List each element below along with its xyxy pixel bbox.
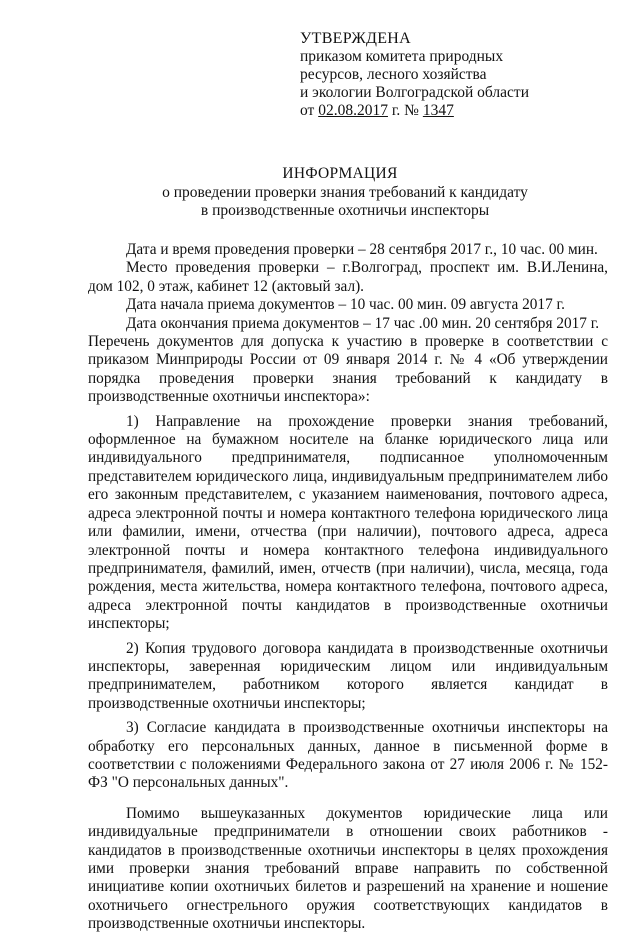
approval-date-line	[300, 102, 600, 120]
approval-heading: УТВЕРЖДЕНА	[300, 30, 412, 47]
approval-date: 02.08.2017	[318, 102, 388, 119]
document-title	[0, 165, 640, 221]
list-item-2: 2) Копия трудового договора кандидата в производственные охотничьи инспекторы, заверенная юридическим лицом или индивидуальным предпринимателем, работником которого является кандидат в производственные охотничьи инспекторы;	[88, 639, 608, 712]
paragraph-check-location: Место проведения проверки – г.Волгоград, проспект им. В.И.Ленина, дом 102, 0 этаж, кабинет 12 (актовый зал).	[88, 259, 608, 295]
list-item-3: 3) Согласие кандидата в производственные охотничьи инспекторы на обработку его персональных данных, данное в письменной форме в соответствии с положениями Федерального закона от 27 июля 2006 г. № 152-ФЗ "О персональных данных".	[88, 719, 608, 792]
paragraph-documents-list-intro: Перечень документов для допуска к участию в проверке в соответствии с приказом Минприроды России от 09 января 2014 г. № 4 «Об утверждении порядка проведения проверки знания требований к кандидату в производственные охотничьи инспектора»:	[88, 333, 608, 406]
title-line-2: в производственные охотничьи инспекторы	[200, 202, 490, 219]
list-item-1: 1) Направление на прохождение проверки знания требований, оформленное на бумажном носителе на бланке юридического лица или индивидуального предпринимателя, подписанное уполномоченным представителем юридического лица, индивидуальным предпринимателем либо его законным представителем, с указанием наименования, почтового адреса, адреса электронной почты и номера контактного телефона юридического лица или фамилии, имени, отчества (при наличии), почтового адреса, адреса электронной почты и номера контактного телефона индивидуального предпринимателя, фамилий, имен, отчеств (при наличии), числа, месяца, года рождения, места жительства, номера контактного телефона, почтового адреса, адреса электронной почты кандидатов в производственные охотничьи инспекторы;	[88, 412, 608, 633]
approval-line-1: приказом комитета природных	[300, 48, 504, 65]
approval-number: 1347	[422, 102, 454, 119]
approval-line-2: ресурсов, лесного хозяйства	[300, 66, 487, 83]
paragraph-additional-docs: Помимо вышеуказанных документов юридические лица или индивидуальные предприниматели в отношении своих работников - кандидатов в производственные охотничьи инспекторы в целях прохождения ими проверки знания требований вправе направить по собственной инициативе копии охотничьих билетов и разрешений на хранение и ношение охотничьего огнестрельного оружия соответствующих кандидатов в производственные охотничьи инспекторы.	[88, 804, 608, 933]
paragraph-docs-start: Дата начала приема документов – 10 час. 00 мин. 09 августа 2017 г.	[126, 296, 565, 314]
approval-stamp	[300, 30, 600, 120]
approval-number-prefix: г. №	[387, 102, 423, 119]
document-body	[88, 241, 608, 934]
paragraph-docs-end: Дата окончания приема документов – 17 час .00 мин. 20 сентября 2017 г.	[126, 314, 600, 332]
approval-line-3: и экологии Волгоградской области	[300, 84, 529, 101]
paragraph-check-datetime: Дата и время проведения проверки – 28 сентября 2017 г., 10 час. 00 мин.	[126, 241, 598, 258]
title-heading: ИНФОРМАЦИЯ	[282, 165, 398, 182]
approval-date-prefix: от	[300, 102, 319, 119]
title-line-1: о проведении проверки знания требований к кандидату	[162, 183, 528, 201]
